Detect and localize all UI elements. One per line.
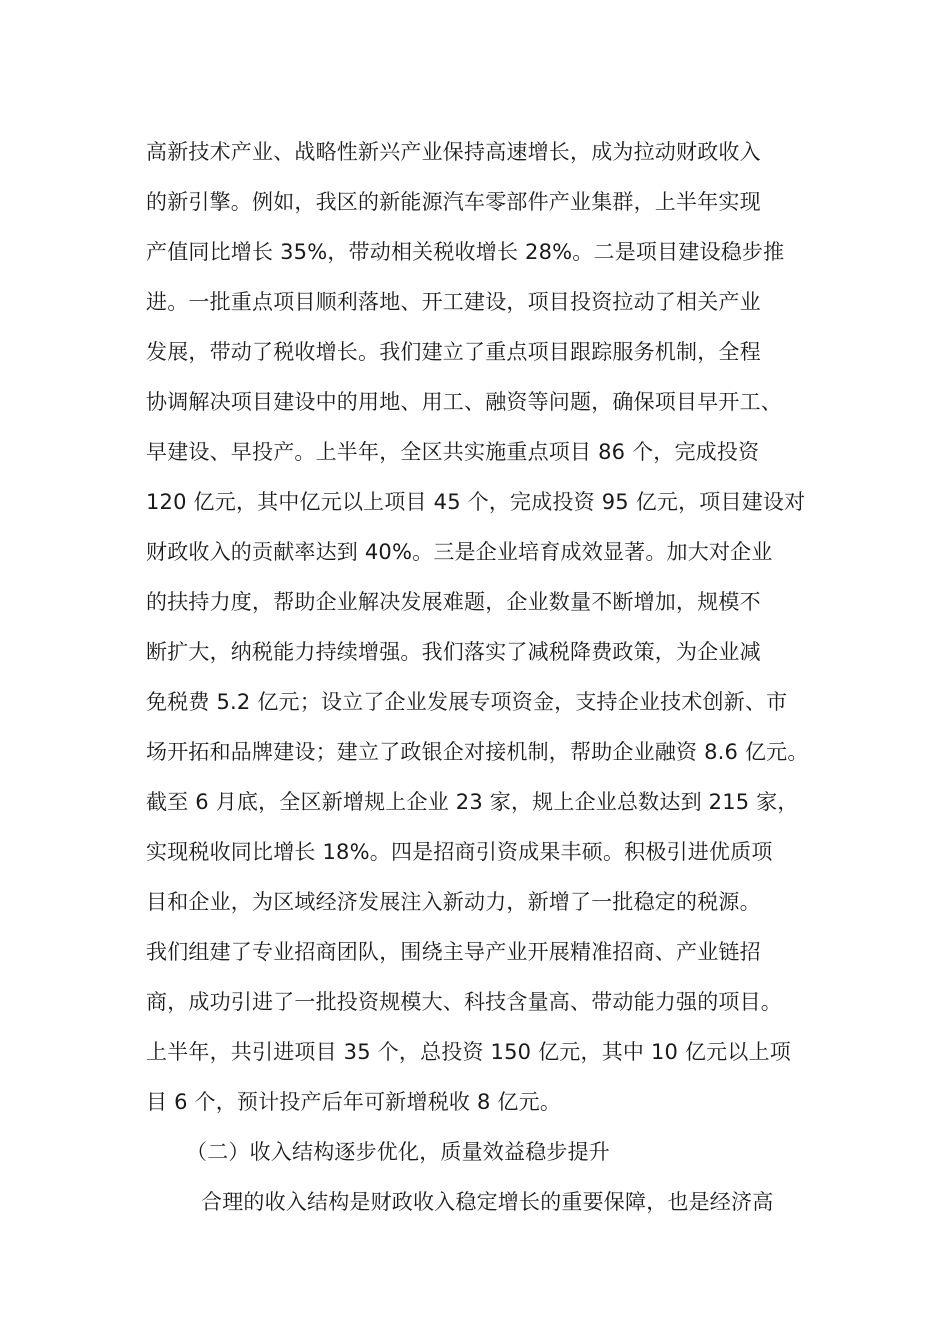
body-text-line: 截至 6 月底，全区新增规上企业 23 家，规上企业总数达到 215 家， <box>146 790 799 814</box>
paragraph-first-line: 合理的收入结构是财政收入稳定增长的重要保障，也是经济高 <box>201 1190 774 1214</box>
body-text-line: 上半年，共引进项目 35 个，总投资 150 亿元，其中 10 亿元以上项 <box>146 1040 791 1064</box>
body-text-line: 120 亿元，其中亿元以上项目 45 个，完成投资 95 亿元，项目建设对 <box>146 490 806 514</box>
body-text-line: 财政收入的贡献率达到 40%。三是企业培育成效显著。加大对企业 <box>146 540 773 564</box>
body-text-line: 发展，带动了税收增长。我们建立了重点项目跟踪服务机制，全程 <box>146 340 761 364</box>
body-text-line: 免税费 5.2 亿元；设立了企业发展专项资金，支持企业技术创新、市 <box>146 690 788 714</box>
body-text-line: 进。一批重点项目顺利落地、开工建设，项目投资拉动了相关产业 <box>146 290 761 314</box>
section-heading: （二）收入结构逐步优化，质量效益稳步提升 <box>186 1140 610 1164</box>
body-text-line: 实现税收同比增长 18%。四是招商引资成果丰硕。积极引进优质项 <box>146 840 773 864</box>
body-text-line: 早建设、早投产。上半年，全区共实施重点项目 86 个，完成投资 <box>146 440 760 464</box>
body-text-line: 的扶持力度，帮助企业解决发展难题，企业数量不断增加，规模不 <box>146 590 761 614</box>
body-text-line: 协调解决项目建设中的用地、用工、融资等问题，确保项目早开工、 <box>146 390 782 414</box>
body-text-line: 场开拓和品牌建设；建立了政银企对接机制，帮助企业融资 8.6 亿元。 <box>146 740 809 764</box>
body-text-line: 产值同比增长 35%，带动相关税收增长 28%。二是项目建设稳步推 <box>146 240 785 264</box>
body-text-line: 的新引擎。例如，我区的新能源汽车零部件产业集群，上半年实现 <box>146 190 761 214</box>
body-text-line: 目和企业，为区域经济发展注入新动力，新增了一批稳定的税源。 <box>146 890 761 914</box>
body-text-line: 目 6 个，预计投产后年可新增税收 8 亿元。 <box>146 1090 562 1114</box>
body-text-line: 商，成功引进了一批投资规模大、科技含量高、带动能力强的项目。 <box>146 990 782 1014</box>
body-text-line: 我们组建了专业招商团队，围绕主导产业开展精准招商、产业链招 <box>146 940 761 964</box>
body-text-line: 断扩大，纳税能力持续增强。我们落实了减税降费政策，为企业减 <box>146 640 761 664</box>
body-text-line: 高新技术产业、战略性新兴产业保持高速增长，成为拉动财政收入 <box>146 140 761 164</box>
